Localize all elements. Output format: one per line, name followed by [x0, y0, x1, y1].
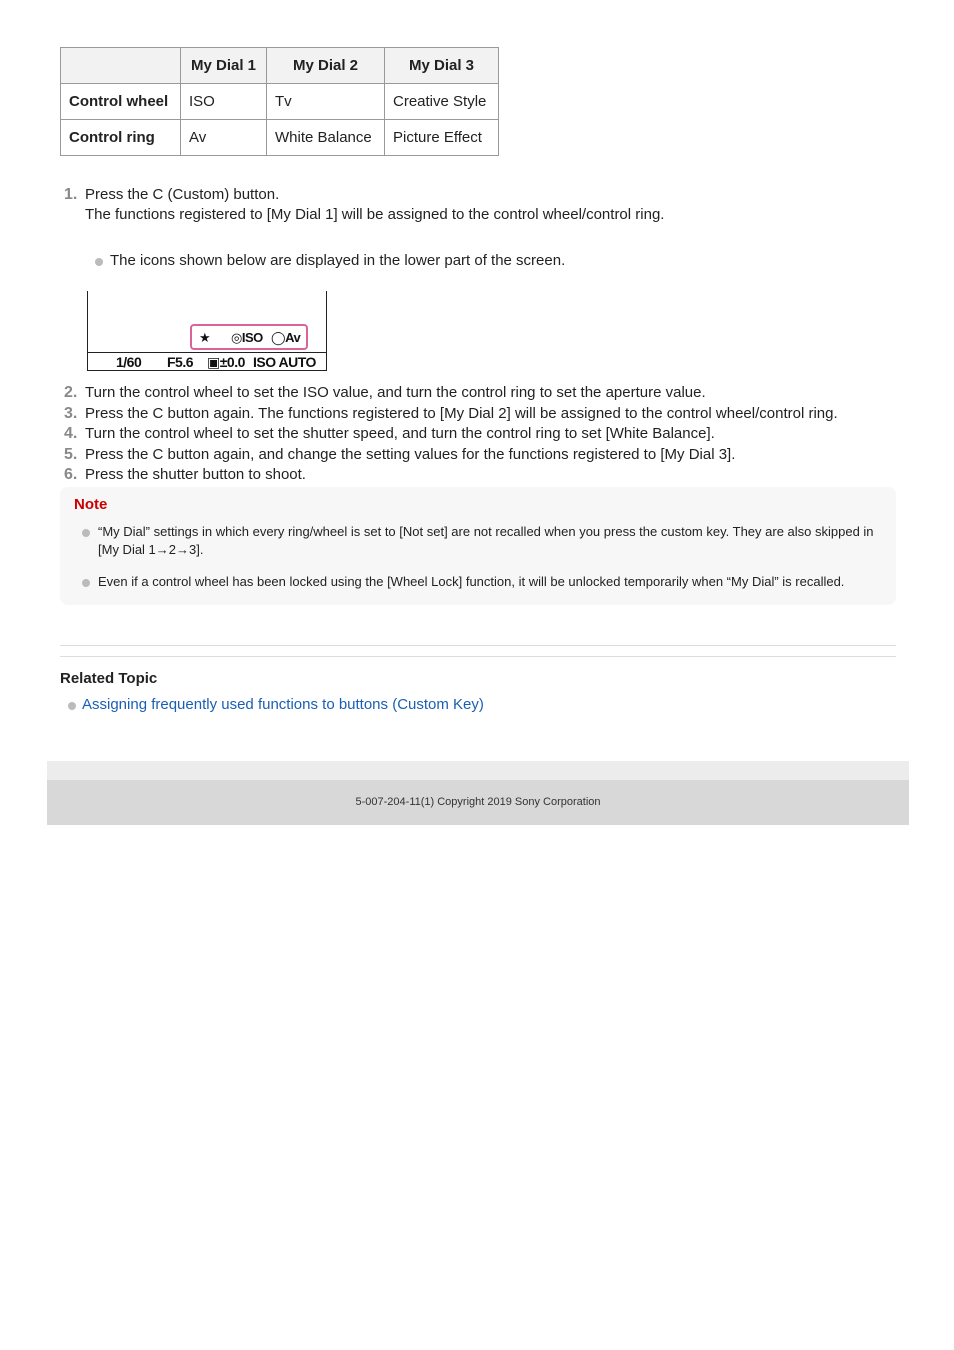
shutter-speed-readout: 1/60: [116, 354, 142, 370]
table-header-row: [61, 48, 499, 84]
divider: [60, 656, 896, 657]
step-item: [60, 404, 896, 424]
step-text: Press the shutter button to shoot.: [85, 466, 306, 483]
table-row: [61, 120, 499, 156]
content: [60, 47, 896, 713]
note-box: [60, 487, 896, 605]
footer-copyright: 5-007-204-11(1) Copyright 2019 Sony Corporation: [47, 780, 909, 825]
step-list-first: [60, 185, 896, 225]
step-text: Turn the control wheel to set the ISO value, and turn the control ring to set the aperture value.: [85, 384, 706, 401]
step-item: [60, 424, 896, 444]
step-number: 2.: [64, 384, 78, 401]
step-number: 1.: [64, 186, 78, 203]
iso-wheel-icon: ◎ISO: [231, 330, 263, 345]
step-list-rest: [60, 383, 896, 485]
table-cell: Tv: [267, 84, 385, 120]
exposure-readout: ▣±0.0: [207, 354, 245, 370]
aperture-readout: F5.6: [167, 354, 194, 370]
step-text: Press the C button again. The functions registered to [My Dial 2] will be assigned to the control wheel/control ring.: [85, 404, 838, 422]
bullet-text: The icons shown below are displayed in the lower part of the screen.: [110, 252, 566, 269]
note-title: Note: [74, 496, 108, 513]
bullet-icon: [68, 702, 76, 710]
bullet-icon: [82, 579, 90, 587]
step-item: [60, 465, 896, 485]
row-label: Control wheel: [61, 84, 181, 120]
iso-readout: ISO AUTO: [253, 354, 316, 370]
table-header-cell: My Dial 2: [267, 48, 385, 84]
screen-border: [326, 291, 327, 371]
custom-key-link[interactable]: Assigning frequently used functions to buttons (Custom Key): [82, 696, 484, 713]
step-item: [60, 445, 896, 465]
step-number: 5.: [64, 445, 78, 463]
divider: [60, 645, 896, 646]
table-header-cell: My Dial 3: [385, 48, 499, 84]
table-cell: Picture Effect: [385, 120, 499, 156]
step-number: 6.: [64, 466, 78, 483]
step-text: Turn the control wheel to set the shutter speed, and turn the control ring to set [White Balance].: [85, 425, 715, 442]
screen-border: [87, 291, 88, 371]
bullet-icon: [95, 258, 103, 266]
bullet-icon: [82, 529, 90, 537]
table-header-cell: My Dial 1: [181, 48, 267, 84]
step-number: 3.: [64, 404, 78, 422]
footer-band: [47, 761, 909, 780]
table-row: [61, 84, 499, 120]
note-item: [74, 523, 882, 559]
table-header-cell: [61, 48, 181, 84]
table-cell: ISO: [181, 84, 267, 120]
step-subtext: The functions registered to [My Dial 1] will be assigned to the control wheel/control ring.: [85, 206, 665, 223]
step-text: Press the C (Custom) button.: [85, 186, 280, 203]
av-ring-icon: ◯Av: [271, 330, 301, 345]
exposure-icon: ▣: [207, 354, 220, 370]
related-topic-heading: Related Topic: [60, 670, 158, 687]
related-topic-item: [60, 696, 896, 713]
custom-key-icon: ★: [199, 330, 211, 345]
my-dial-table: [60, 47, 499, 156]
step-bullet: [95, 251, 896, 271]
step-item: [60, 185, 896, 225]
step-text: Press the C button again, and change the setting values for the functions registered to [My Dial 3].: [85, 445, 736, 463]
step-number: 4.: [64, 425, 78, 442]
table-cell: White Balance: [267, 120, 385, 156]
screen-divider: [87, 352, 327, 353]
table-cell: Av: [181, 120, 267, 156]
note-item: [74, 573, 882, 591]
row-label: Control ring: [61, 120, 181, 156]
table-cell: Creative Style: [385, 84, 499, 120]
camera-screen-illustration: [87, 291, 327, 371]
step-item: [60, 383, 896, 403]
note-text: Even if a control wheel has been locked using the [Wheel Lock] function, it will be unlocked temporarily when “My Dial” is recalled.: [98, 574, 845, 589]
note-text: “My Dial” settings in which every ring/wheel is set to [Not set] are not recalled when you press the custom key. They are also skipped in [My Dial 1→2→3].: [98, 524, 874, 557]
